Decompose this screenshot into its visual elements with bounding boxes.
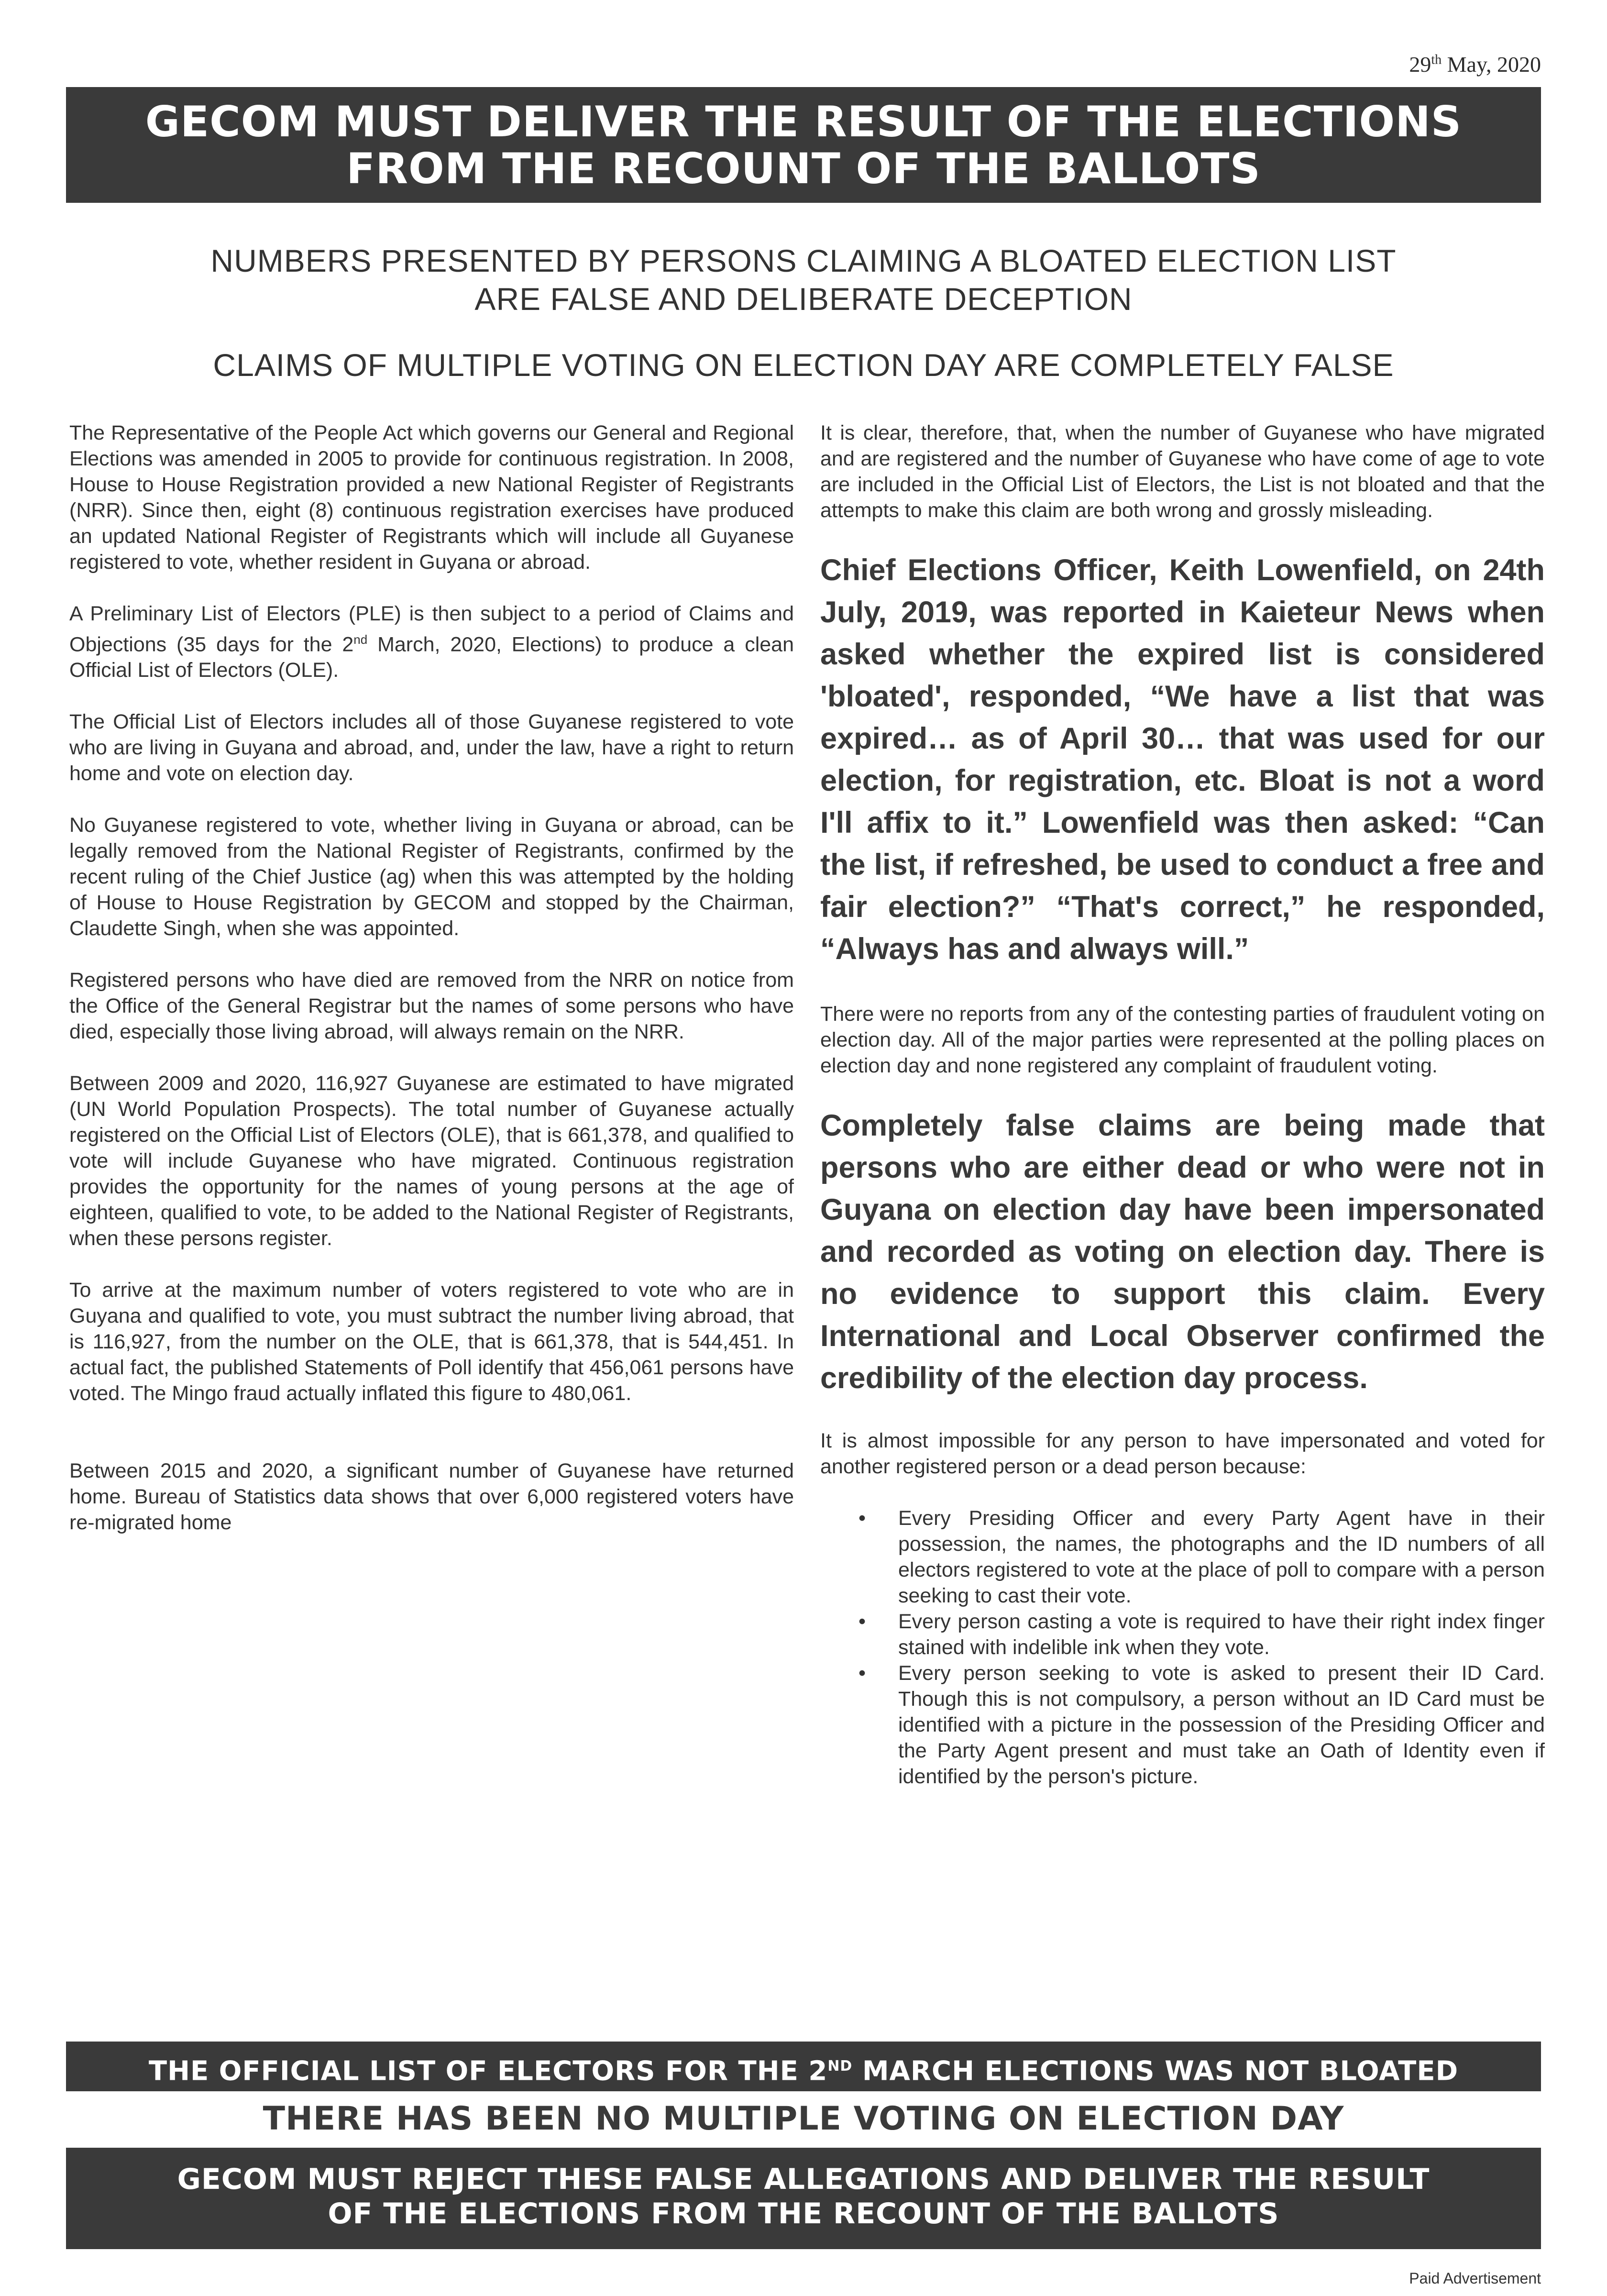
date-rest: May, 2020 [1442, 52, 1541, 77]
paragraph: The Representative of the People Act which governs our General and Regional Elections was amended in 2005 to provide for continuous registration. In 2008, House to House Registration provided a new National Register of Registrants (NRR). Since then, eight (8) continuous registration exercises have produced an updated National Register of Registrants which will include all Guyanese registered to vote, whether resident in Guyana or abroad. [69, 421, 794, 574]
paragraph: No Guyanese registered to vote, whether living in Guyana or abroad, can be legally removed from the National Register of Registrants, confirmed by the recent ruling of the Chief Justice (ag) when this was attempted by the holding of House to House Registration by GECOM and stopped by the Chairman, Claudette Singh, when she was appointed. [69, 814, 794, 940]
list-item [820, 1609, 1545, 1660]
closing-banner [66, 2148, 1541, 2249]
headline-line-2: FROM THE RECOUNT OF THE BALLOTS [346, 144, 1261, 193]
closing-banner-line-1: GECOM MUST REJECT THESE FALSE ALLEGATIONS AND DELIVER THE RESULT [177, 2163, 1430, 2196]
paid-advertisement-label: Paid Advertisement [1409, 2270, 1541, 2287]
right-column [820, 420, 1545, 1789]
bullet-icon: • [859, 1507, 866, 1530]
paragraph: It is clear, therefore, that, when the number of Guyanese who have migrated and are registered and the number of Guyanese who have come of age to vote are included in the Official List of Electors, the List is not bloated and that the attempts to make this claim are both wrong and grossly misleading. [820, 421, 1545, 522]
bullet-icon: • [859, 1610, 866, 1633]
banner-text: MARCH ELECTIONS WAS NOT BLOATED [852, 2055, 1459, 2087]
paragraph: Between 2015 and 2020, a significant number of Guyanese have returned home. Bureau of Statistics data shows that over 6,000 registered voters have re-migrated home [69, 1459, 794, 1534]
list-item-text: Every Presiding Officer and every Party Agent have in their possession, the names, the photographs and the ID numbers of all electors registered to vote at the place of poll to compare with a person seeking to cast their vote. [898, 1507, 1545, 1607]
left-column [69, 420, 794, 1535]
banner-text: THE OFFICIAL LIST OF ELECTORS FOR THE 2 [148, 2055, 828, 2087]
ordinal-suffix: nd [353, 632, 368, 647]
list-item-text: Every person seeking to vote is asked to present their ID Card. Though this is not compulsory, a person without an ID Card must be identified with a picture in the possession of the Presiding Officer and the Party Agent present and must take an Oath of Identity even if identified by the person's picture. [898, 1662, 1545, 1788]
list-item-text: Every person casting a vote is required to have their right index finger stained with indelible ink when they vote. [898, 1610, 1545, 1659]
subheading-bloated-list [66, 242, 1541, 318]
lowenfield-quote: Chief Elections Officer, Keith Lowenfield, on 24th July, 2019, was reported in Kaieteur News when asked whether the expired list is considered 'bloated', responded, “We have a list that was expired… as of April 30… that was used for our election, for registration, etc. Bloat is not a word I'll affix to it.” Lowenfield was then asked: “Can the list, if refreshed, be used to conduct a free and fair election?” “That's correct,” he responded, “Always has and always will.” [820, 553, 1545, 966]
reasons-list [820, 1505, 1545, 1789]
ordinal-suffix: ND [827, 2058, 853, 2075]
date-suffix: th [1431, 52, 1442, 67]
headline-line-1: GECOM MUST DELIVER THE RESULT OF THE ELECTIONS [145, 97, 1462, 146]
list-item [820, 1660, 1545, 1789]
paragraph: Registered persons who have died are removed from the NRR on notice from the Office of the General Registrar but the names of some persons who have died, especially those living abroad, will always remain on the NRR. [69, 969, 794, 1044]
closing-banner-line-2: OF THE ELECTIONS FROM THE RECOUNT OF THE BALLOTS [328, 2197, 1279, 2230]
subheading-multiple-voting: CLAIMS OF MULTIPLE VOTING ON ELECTION DAY ARE COMPLETELY FALSE [213, 347, 1394, 383]
paragraph: It is almost impossible for any person to have impersonated and voted for another registered person or a dead person because: [820, 1429, 1545, 1478]
publication-date [1409, 52, 1541, 77]
date-day: 29 [1409, 52, 1431, 77]
not-bloated-banner [66, 2042, 1541, 2091]
paragraph [69, 601, 794, 683]
paragraph: Between 2009 and 2020, 116,927 Guyanese are estimated to have migrated (UN World Population Prospects). The total number of Guyanese actually registered on the Official List of Electors (OLE), that is 661,378, and qualified to vote will include Guyanese who have migrated. Continuous registration provides the opportunity for the names of young persons at the age of eighteen, qualified to vote, to be added to the National Register of Registrants, when these persons register. [69, 1072, 794, 1250]
no-multiple-voting-heading: THERE HAS BEEN NO MULTIPLE VOTING ON ELECTION DAY [263, 2100, 1344, 2138]
subheading-line-2: ARE FALSE AND DELIBERATE DECEPTION [474, 281, 1133, 317]
list-item [820, 1505, 1545, 1609]
false-claims-statement: Completely false claims are being made that persons who are either dead or who were not in Guyana on election day have been impersonated and recorded as voting on election day. There is no evidence to support this claim. Every International and Local Observer confirmed the credibility of the election day process. [820, 1109, 1545, 1395]
headline-banner [66, 87, 1541, 203]
paragraph: To arrive at the maximum number of voters registered to vote who are in Guyana and qualified to vote, you must subtract the number living abroad, that is 116,927, from the number on the OLE, that is 661,378, that is 544,451. In actual fact, the published Statements of Poll identify that 456,061 persons have voted. The Mingo fraud actually inflated this figure to 480,061. [69, 1279, 794, 1405]
paragraph: There were no reports from any of the contesting parties of fraudulent voting on election day. All of the major parties were represented at the polling places on election day and none registered any complaint of fraudulent voting. [820, 1003, 1545, 1077]
paragraph-text: March, 2020, Elections) to produce a clean Official List of Electors (OLE). [69, 633, 794, 682]
bullet-icon: • [859, 1662, 866, 1685]
subheading-line-1: NUMBERS PRESENTED BY PERSONS CLAIMING A BLOATED ELECTION LIST [210, 243, 1397, 278]
paragraph: The Official List of Electors includes all of those Guyanese registered to vote who are living in Guyana and abroad, and, under the law, have a right to return home and vote on election day. [69, 710, 794, 785]
paragraph-text: A Preliminary List of Electors (PLE) is then subject to a period of Claims and Objections (35 days for the 2 [69, 602, 794, 656]
